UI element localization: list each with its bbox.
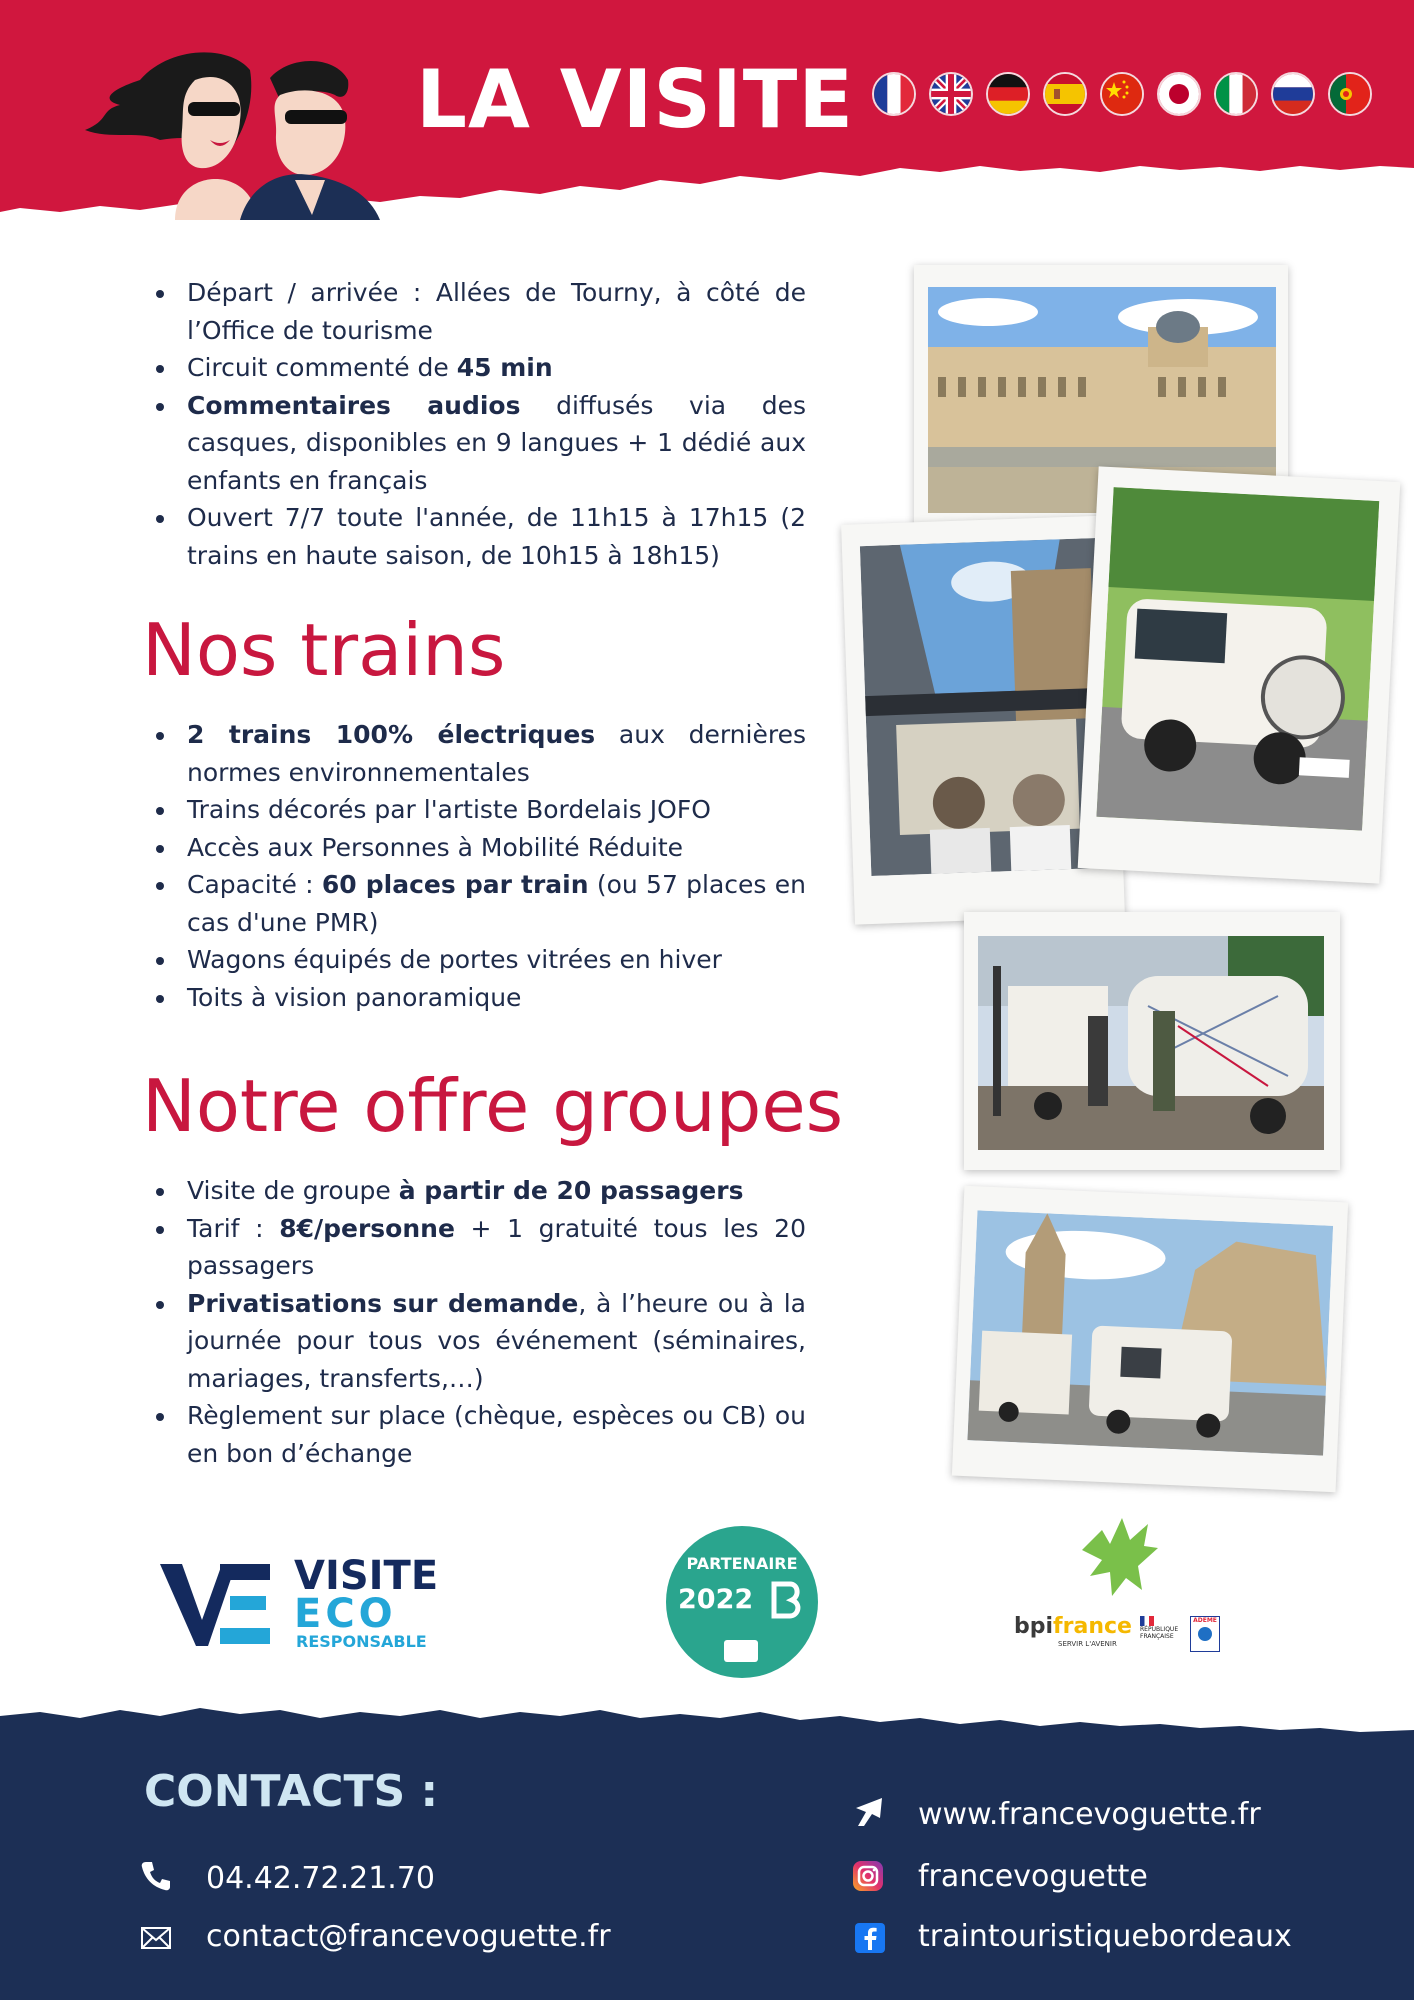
body-text: Départ / arrivée : Allées de Tourny, à côté de l’Office de tourisme: [187, 278, 806, 345]
ademe-text: ADEME: [1193, 1617, 1217, 1624]
body-text: Accès aux Personnes à Mobilité Réduite: [187, 832, 684, 862]
contacts-title: CONTACTS :: [144, 1766, 439, 1817]
phone-icon: [140, 1860, 172, 1892]
body-text: Wagons équipés de portes vitrées en hiver: [187, 945, 722, 974]
bpifrance-logo: [1014, 1510, 1234, 1660]
bold-text: Commentaires audios: [187, 390, 521, 420]
header-banner: [0, 0, 1414, 232]
list-item: [144, 979, 806, 1017]
body-text: diffusés via des casques, disponibles en 9 langues + 1 dédié aux enfants en français: [187, 390, 806, 495]
partenaire-2022-badge: [666, 1526, 818, 1678]
groups-heading: Notre offre groupes: [142, 1064, 844, 1148]
ademe-logo: [1190, 1616, 1220, 1652]
globe-icon: [1198, 1627, 1212, 1641]
list-item: [144, 716, 806, 791]
bold-text: 60 places par train: [321, 870, 589, 899]
instagram-icon: [852, 1860, 884, 1892]
body-text: Visite de groupe: [187, 1176, 399, 1205]
groups-info: [144, 1172, 806, 1472]
list-item: [144, 866, 806, 941]
list-item: [144, 829, 806, 867]
instagram-link[interactable]: francevoguette: [918, 1859, 1148, 1894]
website-link[interactable]: www.francevoguette.fr: [918, 1797, 1261, 1832]
photo-train-front: [1078, 466, 1401, 883]
cn-flag-icon: [1100, 72, 1144, 116]
email-link[interactable]: contact@francevoguette.fr: [206, 1919, 611, 1954]
list-item: [144, 1210, 806, 1285]
bold-text: à partir de 20 passagers: [398, 1176, 744, 1205]
list-item: [144, 791, 806, 829]
bold-text: Privatisations sur demande: [187, 1288, 579, 1318]
uk-flag-icon: [929, 72, 973, 116]
photo-train-cathedral: [952, 1186, 1348, 1492]
list-item: [144, 941, 806, 979]
visit-list: [144, 274, 806, 574]
rep-line1: RÉPUBLIQUE: [1140, 1626, 1179, 1633]
es-flag-icon: [1043, 72, 1087, 116]
couple-illustration: [80, 40, 420, 220]
body-text: Toits à vision panoramique: [187, 982, 522, 1012]
facebook-link[interactable]: traintouristiquebordeaux: [918, 1919, 1292, 1954]
rooster-icon: [1072, 1510, 1162, 1600]
fr-flag-icon: [872, 72, 916, 116]
photo-train-bourse: [964, 912, 1340, 1170]
body-text: + 1 gratuité tous les 20 passagers: [187, 1213, 806, 1280]
language-flags: [872, 72, 1372, 116]
list-item: [144, 1285, 806, 1398]
body-text: Circuit commenté de: [187, 353, 457, 382]
list-item: [144, 274, 806, 349]
body-text: Règlement sur place (chèque, espèces ou CB) ou en bon d’échange: [187, 1401, 806, 1468]
list-item: [144, 1172, 806, 1210]
body-text: Tarif :: [187, 1213, 280, 1243]
ru-flag-icon: [1271, 72, 1315, 116]
bpi-tagline: SERVIR L'AVENIR: [1058, 1640, 1117, 1648]
marianne-icon: [1140, 1616, 1154, 1626]
body-text: Ouvert 7/7 toute l'année, de 11h15 à 17h15 (2 trains en haute saison, de 10h15 à 18h15): [187, 503, 806, 570]
list-item: [144, 499, 806, 574]
republique-francaise-logo: [1140, 1616, 1179, 1646]
jp-flag-icon: [1157, 72, 1201, 116]
visite-eco-line1: VISITE: [294, 1553, 439, 1599]
rep-line2: FRANÇAISE: [1140, 1633, 1174, 1640]
visite-eco-line3: RESPONSABLE: [296, 1632, 427, 1651]
page-title: LA VISITE: [416, 53, 855, 146]
visite-eco-line2: ECO: [294, 1591, 397, 1637]
partner-mini-logo: [724, 1640, 758, 1662]
trains-list: [144, 716, 806, 1016]
bold-text: 8€/personne: [279, 1213, 455, 1243]
phone-number-link[interactable]: 04.42.72.21.70: [206, 1861, 436, 1896]
cursor-arrow-icon: [852, 1796, 884, 1828]
body-text: Trains décorés par l'artiste Bordelais JOFO: [187, 795, 711, 824]
groups-list: [144, 1172, 806, 1472]
visite-eco-responsable-logo: [156, 1553, 446, 1656]
partenaire-year: 2022: [678, 1584, 754, 1615]
list-item: [144, 1397, 806, 1472]
list-item: [144, 387, 806, 500]
mail-icon: [140, 1922, 172, 1954]
facebook-icon: [854, 1922, 886, 1954]
trains-info: [144, 716, 806, 1016]
bpi-text: bpi: [1014, 1614, 1054, 1639]
body-text: (ou 57 places en cas d'une PMR): [187, 870, 806, 937]
visit-info: [144, 274, 806, 574]
it-flag-icon: [1214, 72, 1258, 116]
body-text: Capacité :: [187, 870, 322, 899]
contacts-footer: [0, 1700, 1414, 2000]
bold-text: 2 trains 100% électriques: [187, 720, 596, 749]
footer-navy-band: [0, 1700, 1414, 2000]
body-text: , à l’heure ou à la journée pour tous vos événement (séminaires, mariages, transferts,…): [187, 1288, 806, 1393]
bpi-brand: [1014, 1616, 1132, 1638]
partenaire-label: PARTENAIRE: [686, 1554, 798, 1573]
trains-heading: Nos trains: [142, 608, 506, 692]
bold-text: 45 min: [456, 353, 553, 382]
france-text: france: [1053, 1614, 1132, 1639]
list-item: [144, 349, 806, 387]
bordeaux-b-icon: [766, 1580, 806, 1620]
de-flag-icon: [986, 72, 1030, 116]
pt-flag-icon: [1328, 72, 1372, 116]
body-text: aux dernières normes environnementales: [187, 720, 806, 787]
